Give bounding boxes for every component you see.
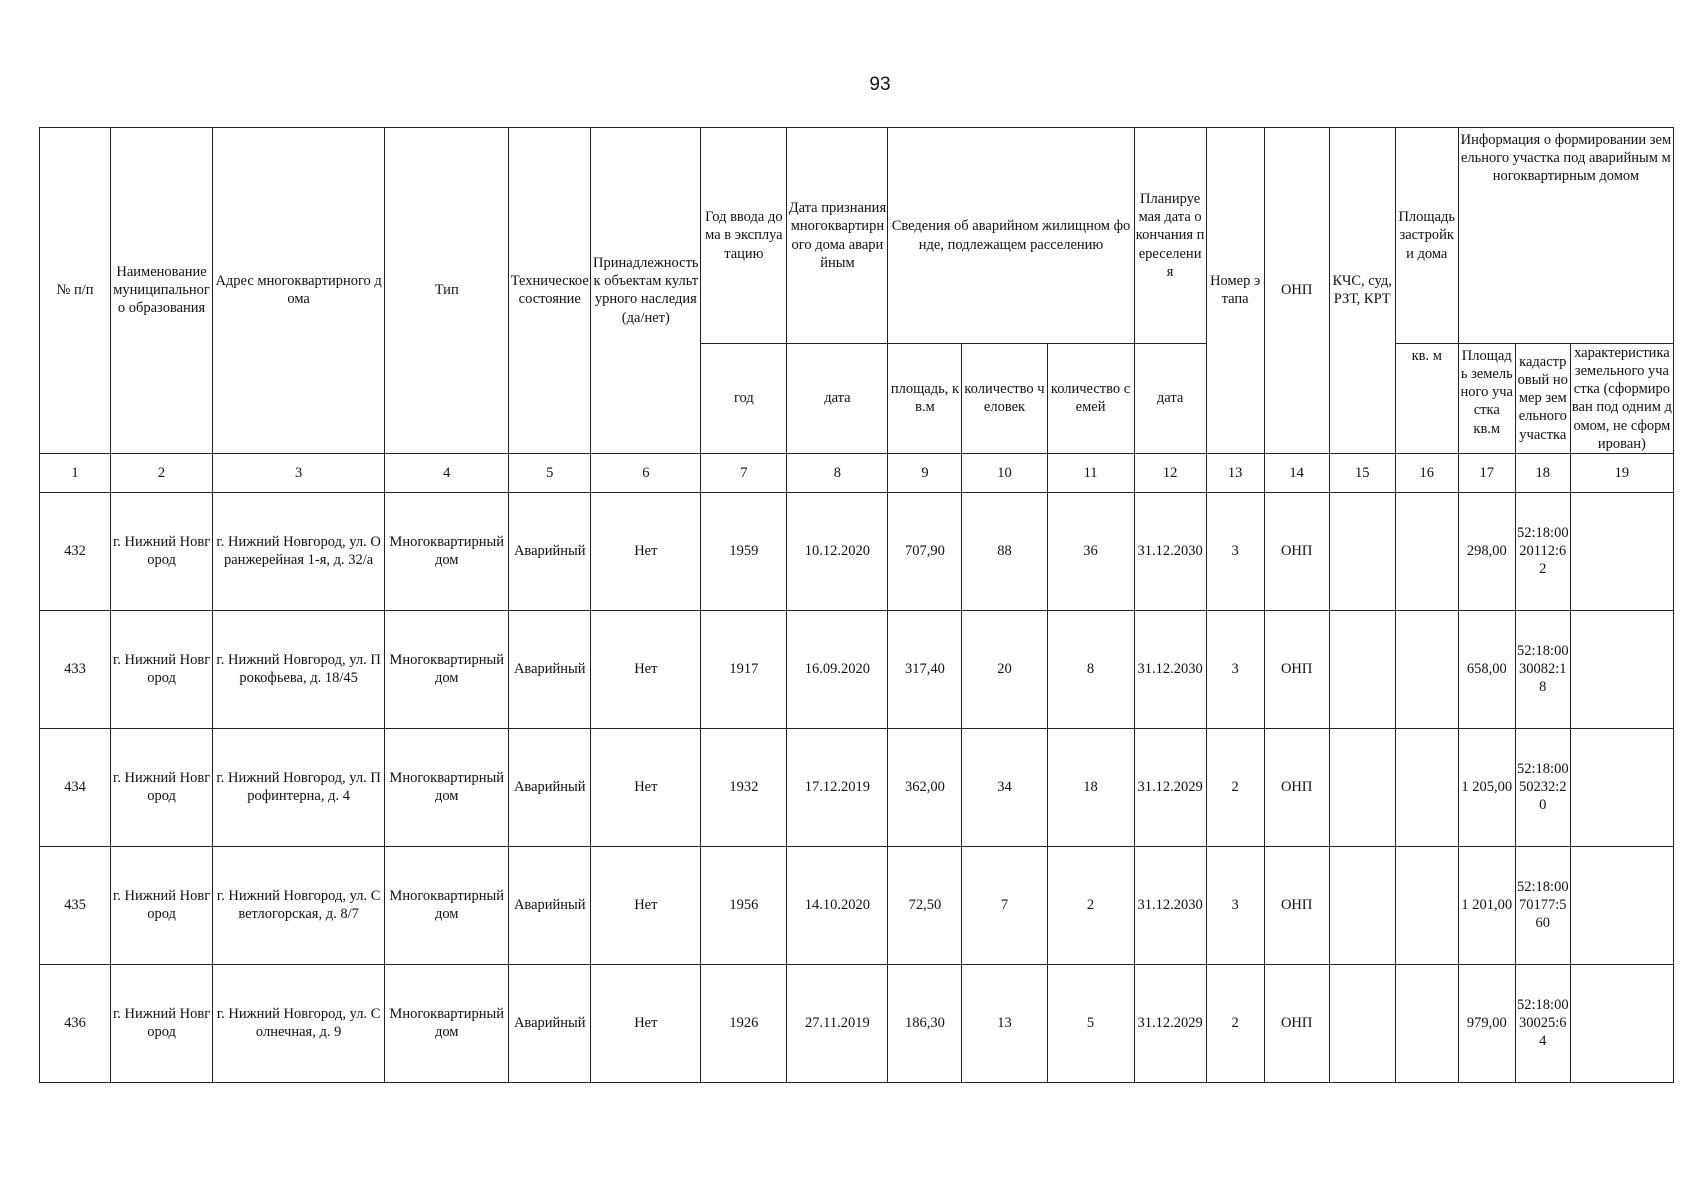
cell-area: 362,00 — [888, 728, 962, 846]
cell-address: г. Нижний Новгород, ул. Оранжерейная 1-я, д. 32/а — [213, 492, 385, 610]
cell-heritage: Нет — [591, 728, 701, 846]
cell-kchs — [1329, 846, 1395, 964]
cell-date: 10.12.2020 — [787, 492, 888, 610]
column-number: 5 — [509, 453, 591, 492]
cell-land-area: 658,00 — [1458, 610, 1515, 728]
cell-municipality: г. Нижний Новгород — [111, 492, 213, 610]
cell-land-area: 979,00 — [1458, 964, 1515, 1082]
column-number: 9 — [888, 453, 962, 492]
column-number: 10 — [962, 453, 1047, 492]
cell-land-area: 1 205,00 — [1458, 728, 1515, 846]
cell-type: Многоквартирный дом — [385, 492, 509, 610]
subheader-area: площадь, кв.м — [888, 344, 962, 454]
column-number-row — [40, 453, 1674, 492]
header-land-area-unit: кв.м — [1473, 420, 1501, 437]
cell-num: 432 — [40, 492, 111, 610]
cell-date: 16.09.2020 — [787, 610, 888, 728]
cell-plan-date: 31.12.2029 — [1134, 964, 1206, 1082]
table-row — [40, 846, 1674, 964]
column-number: 3 — [213, 453, 385, 492]
cell-condition: Аварийный — [509, 964, 591, 1082]
cell-date: 14.10.2020 — [787, 846, 888, 964]
cell-municipality: г. Нижний Новгород — [111, 728, 213, 846]
cell-build-area — [1395, 964, 1458, 1082]
column-number: 12 — [1134, 453, 1206, 492]
cell-cadastral: 52:18:0070177:560 — [1515, 846, 1570, 964]
cell-condition: Аварийный — [509, 728, 591, 846]
cell-municipality: г. Нижний Новгород — [111, 846, 213, 964]
cell-people: 88 — [962, 492, 1047, 610]
cell-type: Многоквартирный дом — [385, 728, 509, 846]
table-row — [40, 728, 1674, 846]
cell-stage: 3 — [1206, 610, 1264, 728]
cell-cadastral: 52:18:0050232:20 — [1515, 728, 1570, 846]
cell-stage: 2 — [1206, 728, 1264, 846]
cell-address: г. Нижний Новгород, ул. Прокофьева, д. 18/45 — [213, 610, 385, 728]
cell-year: 1959 — [701, 492, 787, 610]
cell-plan-date: 31.12.2030 — [1134, 610, 1206, 728]
subheader-people: количество человек — [962, 344, 1047, 454]
cell-families: 8 — [1047, 610, 1134, 728]
cell-type: Многоквартирный дом — [385, 610, 509, 728]
column-number: 7 — [701, 453, 787, 492]
header-kchs: КЧС, суд, РЗТ, КРТ — [1329, 128, 1395, 454]
cell-cadastral: 52:18:0030082:18 — [1515, 610, 1570, 728]
cell-onp: ОНП — [1264, 846, 1329, 964]
column-number: 11 — [1047, 453, 1134, 492]
cell-land-char — [1570, 492, 1673, 610]
header-condition: Техническое состояние — [509, 128, 591, 454]
header-onp: ОНП — [1264, 128, 1329, 454]
cell-kchs — [1329, 728, 1395, 846]
cell-heritage: Нет — [591, 492, 701, 610]
column-number: 8 — [787, 453, 888, 492]
cell-area: 72,50 — [888, 846, 962, 964]
cell-address: г. Нижний Новгород, ул. Солнечная, д. 9 — [213, 964, 385, 1082]
cell-type: Многоквартирный дом — [385, 846, 509, 964]
table-row — [40, 964, 1674, 1082]
cell-year: 1926 — [701, 964, 787, 1082]
cell-land-char — [1570, 728, 1673, 846]
cell-land-area: 298,00 — [1458, 492, 1515, 610]
cell-build-area — [1395, 728, 1458, 846]
cell-year: 1932 — [701, 728, 787, 846]
table-row — [40, 610, 1674, 728]
cell-heritage: Нет — [591, 846, 701, 964]
cell-stage: 3 — [1206, 492, 1264, 610]
header-housing-info: Сведения об аварийном жилищном фонде, подлежащем расселению — [888, 128, 1134, 344]
column-number: 1 — [40, 453, 111, 492]
header-land-area-label: Площадь земельного участка — [1460, 348, 1513, 419]
header-planned-date: Планируемая дата окончания переселения — [1134, 128, 1206, 344]
cell-plan-date: 31.12.2030 — [1134, 846, 1206, 964]
cell-stage: 2 — [1206, 964, 1264, 1082]
cell-num: 435 — [40, 846, 111, 964]
cell-heritage: Нет — [591, 964, 701, 1082]
column-number: 2 — [111, 453, 213, 492]
cell-year: 1956 — [701, 846, 787, 964]
header-municipality: Наименование муниципального образования — [111, 128, 213, 454]
cell-condition: Аварийный — [509, 492, 591, 610]
cell-municipality: г. Нижний Новгород — [111, 610, 213, 728]
cell-municipality: г. Нижний Новгород — [111, 964, 213, 1082]
cell-area: 707,90 — [888, 492, 962, 610]
column-number: 17 — [1458, 453, 1515, 492]
cell-cadastral: 52:18:0020112:62 — [1515, 492, 1570, 610]
cell-plan-date: 31.12.2029 — [1134, 728, 1206, 846]
column-number: 18 — [1515, 453, 1570, 492]
subheader-plan-date: дата — [1134, 344, 1206, 454]
column-number: 14 — [1264, 453, 1329, 492]
header-land-char: характеристика земельного участка (сформирован под одним домом, не сформирован) — [1571, 345, 1672, 452]
cell-num: 434 — [40, 728, 111, 846]
cell-stage: 3 — [1206, 846, 1264, 964]
header-type: Тип — [385, 128, 509, 454]
cell-build-area — [1395, 846, 1458, 964]
emergency-housing-table — [39, 127, 1674, 1083]
cell-year: 1917 — [701, 610, 787, 728]
column-number: 19 — [1570, 453, 1673, 492]
cell-area: 186,30 — [888, 964, 962, 1082]
cell-land-char — [1570, 846, 1673, 964]
header-stage: Номер этапа — [1206, 128, 1264, 454]
cell-people: 34 — [962, 728, 1047, 846]
cell-address: г. Нижний Новгород, ул. Светлогорская, д. 8/7 — [213, 846, 385, 964]
column-number: 16 — [1395, 453, 1458, 492]
cell-people: 20 — [962, 610, 1047, 728]
cell-land-area: 1 201,00 — [1458, 846, 1515, 964]
cell-land-char — [1570, 610, 1673, 728]
page-number: 93 — [869, 74, 891, 95]
table-row — [40, 492, 1674, 610]
cell-kchs — [1329, 492, 1395, 610]
cell-condition: Аварийный — [509, 610, 591, 728]
cell-date: 27.11.2019 — [787, 964, 888, 1082]
cell-num: 436 — [40, 964, 111, 1082]
cell-onp: ОНП — [1264, 728, 1329, 846]
cell-land-char — [1570, 964, 1673, 1082]
cell-cadastral: 52:18:0030025:64 — [1515, 964, 1570, 1082]
subheader-year: год — [701, 344, 787, 454]
cell-kchs — [1329, 964, 1395, 1082]
cell-date: 17.12.2019 — [787, 728, 888, 846]
header-address: Адрес многоквартирного дома — [213, 128, 385, 454]
header-land-info: Информация о формировании земельного участка под аварийным многоквартирным домом — [1458, 128, 1673, 344]
cell-families: 2 — [1047, 846, 1134, 964]
header-build-area: Площадь застройки дома — [1395, 128, 1458, 344]
cell-people: 7 — [962, 846, 1047, 964]
cell-onp: ОНП — [1264, 610, 1329, 728]
cell-build-area — [1395, 610, 1458, 728]
cell-type: Многоквартирный дом — [385, 964, 509, 1082]
header-cadastral: кадастровый номер земельного участка — [1515, 344, 1570, 454]
cell-people: 13 — [962, 964, 1047, 1082]
cell-heritage: Нет — [591, 610, 701, 728]
cell-num: 433 — [40, 610, 111, 728]
cell-onp: ОНП — [1264, 964, 1329, 1082]
cell-families: 18 — [1047, 728, 1134, 846]
subheader-date: дата — [787, 344, 888, 454]
cell-kchs — [1329, 610, 1395, 728]
cell-plan-date: 31.12.2030 — [1134, 492, 1206, 610]
header-heritage: Принадлежность к объектам культурного наследия (да/нет) — [591, 128, 701, 454]
cell-build-area — [1395, 492, 1458, 610]
header-recognition-date: Дата признания многоквартирного дома аварийным — [787, 128, 888, 344]
cell-condition: Аварийный — [509, 846, 591, 964]
header-num: № п/п — [40, 128, 111, 454]
column-number: 15 — [1329, 453, 1395, 492]
column-number: 4 — [385, 453, 509, 492]
column-number: 13 — [1206, 453, 1264, 492]
column-number: 6 — [591, 453, 701, 492]
cell-onp: ОНП — [1264, 492, 1329, 610]
cell-area: 317,40 — [888, 610, 962, 728]
subheader-families: количество семей — [1047, 344, 1134, 454]
header-land-area — [1458, 344, 1515, 454]
subheader-build-area: кв. м — [1395, 344, 1458, 454]
cell-address: г. Нижний Новгород, ул. Профинтерна, д. 4 — [213, 728, 385, 846]
header-year: Год ввода дома в эксплуатацию — [701, 128, 787, 344]
cell-families: 5 — [1047, 964, 1134, 1082]
cell-families: 36 — [1047, 492, 1134, 610]
